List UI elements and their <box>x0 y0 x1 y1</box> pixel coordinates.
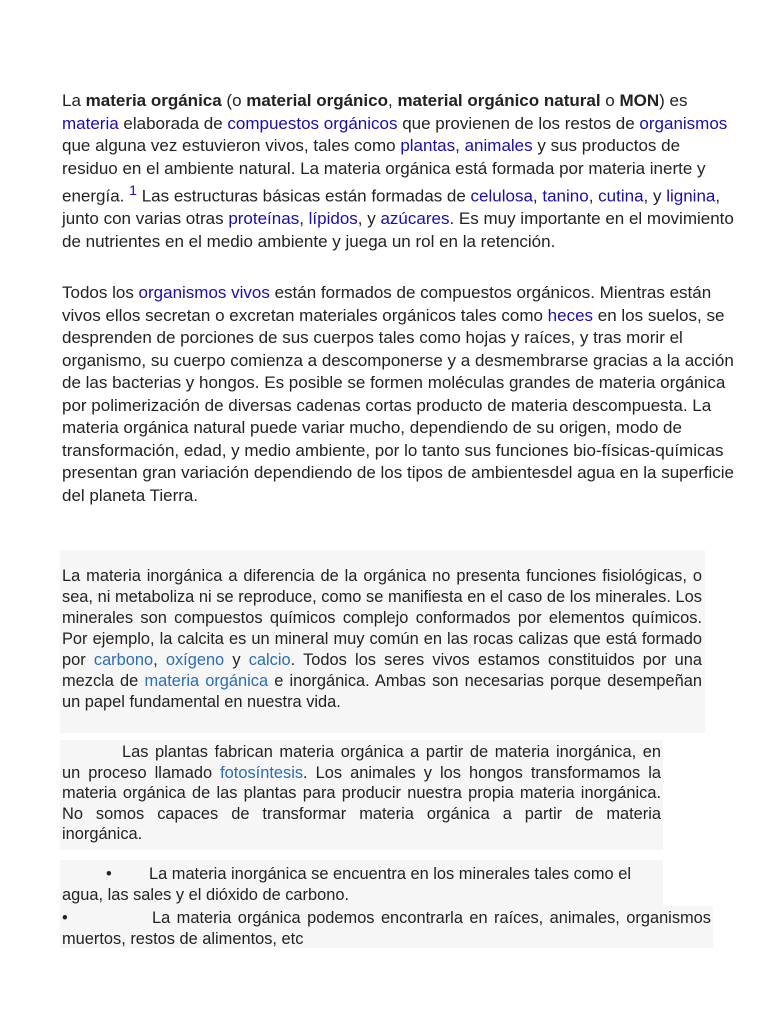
link-carbono[interactable]: carbono <box>93 651 154 669</box>
bold-term: MON <box>619 91 660 110</box>
bold-term: materia orgánica <box>85 91 222 110</box>
text: que alguna vez estuvieron vivos, tales como <box>62 136 401 155</box>
text: , y <box>643 186 667 206</box>
bold-term: material orgánico natural <box>397 91 601 110</box>
text: La <box>62 91 86 110</box>
text: están formados de compuestos orgánicos. Mientras están vivos ellos secretan o excretan materiales orgánicos tales como <box>62 283 712 325</box>
bullet-icon: • <box>62 909 68 927</box>
text: o <box>600 91 620 110</box>
link-animales[interactable]: animales <box>464 136 533 155</box>
text: Las estructuras básicas están formadas de <box>136 186 471 206</box>
footnote-ref[interactable]: 1 <box>129 183 137 199</box>
bullet-organic-block <box>60 906 713 948</box>
text: e inorgánica. Ambas son necesarias porque desempeñan un papel fundamental en nuestra vida. <box>62 672 702 711</box>
organisms-paragraph <box>62 282 738 507</box>
text: y sus productos de residuo en el ambiente natural. La materia orgánica está formada por materia inerte y energía. <box>62 136 706 206</box>
text: , <box>588 186 599 206</box>
link-materia[interactable]: materia <box>62 113 119 133</box>
text: , <box>532 186 543 206</box>
link-calcio[interactable]: calcio <box>248 651 291 669</box>
bullet-icon: • <box>106 865 112 883</box>
inorganic-matter-block <box>60 550 705 733</box>
link-fotosintesis[interactable]: fotosíntesis <box>220 763 304 782</box>
text: , <box>455 136 465 155</box>
link-materia-organica[interactable]: materia orgánica <box>144 672 269 690</box>
intro-paragraph <box>62 90 738 253</box>
link-celulosa[interactable]: celulosa <box>470 186 533 206</box>
link-lignina[interactable]: lignina <box>666 186 716 206</box>
text: Las plantas fabrican materia orgánica a partir de materia inorgánica, en un proceso llamado <box>62 743 661 782</box>
text: y <box>224 651 249 669</box>
text: ) es <box>659 91 688 110</box>
text: elaborada de <box>118 113 228 133</box>
bullet-item-organic <box>62 908 711 949</box>
link-heces[interactable]: heces <box>547 305 594 325</box>
text: . Todos los seres vivos estamos constituidos por una mezcla de <box>62 651 702 690</box>
text: (o <box>221 91 247 110</box>
link-compuestos-organicos[interactable]: compuestos orgánicos <box>227 113 398 133</box>
bullet-text: La materia orgánica podemos encontrarla en raíces, animales, organismos muertos, restos de alimentos, etc <box>62 909 711 948</box>
text: , <box>299 209 309 229</box>
text: , junto con varias otras <box>62 186 721 229</box>
text: . Los animales y los hongos transformamos la materia orgánica de las plantas para producir nuestra propia materia inorgánica. No somos capaces de transformar materia orgánica a partir de materia inorgánica. <box>62 763 661 843</box>
link-tanino[interactable]: tanino <box>542 186 589 206</box>
text: que provienen de los restos de <box>397 113 640 133</box>
link-organismos-vivos[interactable]: organismos vivos <box>138 283 270 302</box>
photosynthesis-block <box>60 740 663 850</box>
photosynthesis-paragraph <box>62 742 661 845</box>
text: , <box>387 91 398 110</box>
link-cutina[interactable]: cutina <box>598 186 644 206</box>
link-lipidos[interactable]: lípidos <box>308 209 358 229</box>
text: . Es muy importante en el movimiento de nutrientes en el medio ambiente y juega un rol en la retención. <box>62 209 734 251</box>
text: Todos los <box>62 283 139 302</box>
inorganic-paragraph <box>62 566 702 713</box>
link-proteinas[interactable]: proteínas <box>228 209 300 229</box>
text: La materia inorgánica a diferencia de la orgánica no presenta funciones fisiológicas, o sea, ni metaboliza ni se reproduce, como se manifiesta en el caso de los minerales. Los minerales son compuestos químicos complejo conformados por elementos químicos. Por ejemplo, la calcita es un mineral muy común en las rocas calizas que está formado por <box>62 567 702 669</box>
text: en los suelos, se desprenden de porciones de sus cuerpos tales como hojas y raíces, y tras morir el organismo, su cuerpo comienza a descomponerse y a desmembrarse gracias a la acción de las bacterias y hongos. Es posible se formen moléculas grandes de materia orgánica por polimerización de diversas cadenas cortas producto de materia descompuesta. La materia orgánica natural puede variar mucho, dependiendo de su origen, modo de transformación, edad, y medio ambiente, por lo tanto sus funciones bio-físicas-químicas presentan gran variación dependiendo de los tipos de ambientesdel agua en la superficie del planeta Tierra. <box>62 305 734 505</box>
link-organismos[interactable]: organismos <box>639 113 728 133</box>
link-azucares[interactable]: azúcares <box>380 209 450 229</box>
bullet-item-inorganic <box>62 864 661 905</box>
link-plantas[interactable]: plantas <box>400 136 456 155</box>
bullet-text: La materia inorgánica se encuentra en los minerales tales como el agua, las sales y el dióxido de carbono. <box>62 865 631 904</box>
text: , <box>153 651 166 669</box>
bold-term: material orgánico <box>246 91 388 110</box>
text: , y <box>357 209 381 229</box>
link-oxigeno[interactable]: oxígeno <box>165 651 225 669</box>
bullet-inorganic-block <box>60 860 663 906</box>
